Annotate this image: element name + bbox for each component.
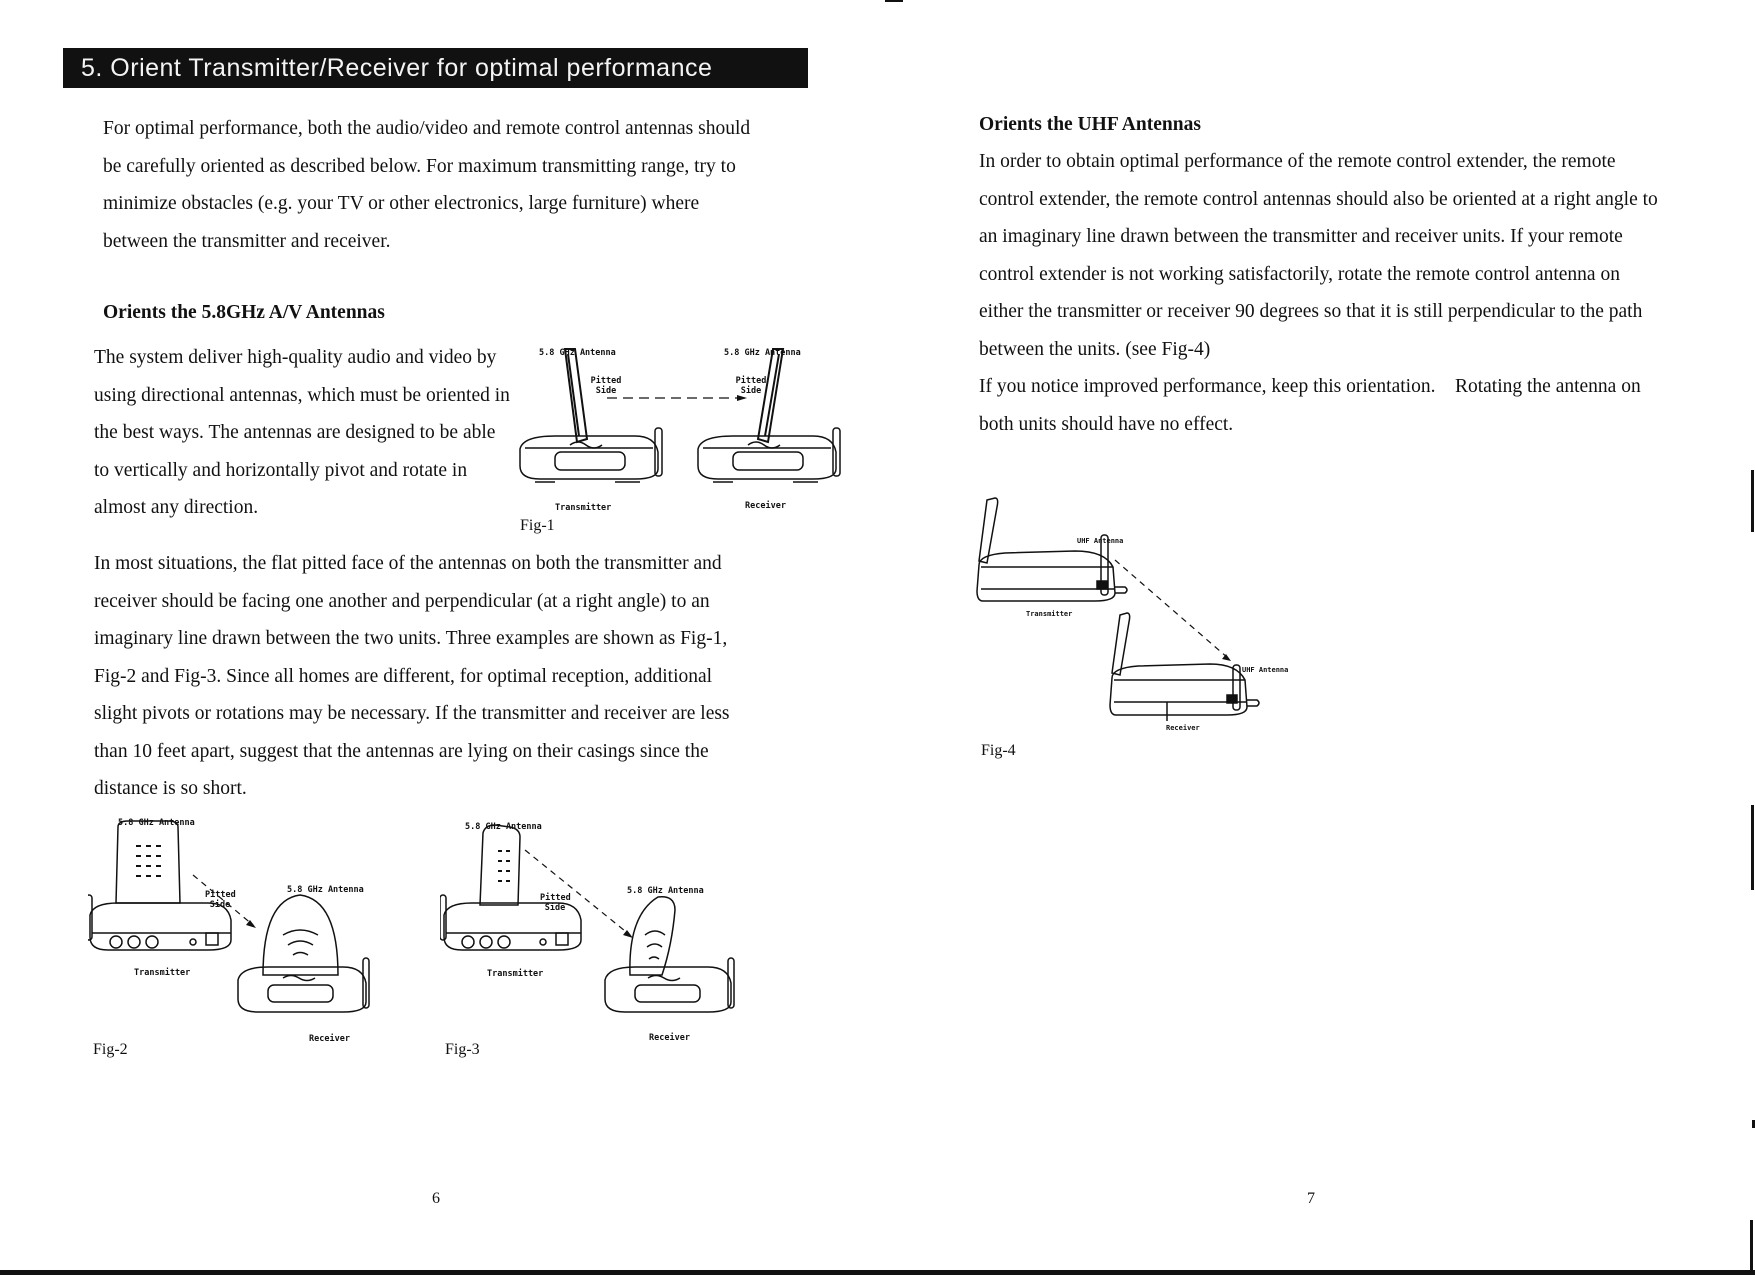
right-edge-mark-1 <box>1751 470 1754 532</box>
fig4-receiver-label: Receiver <box>1166 724 1200 732</box>
fig2-receiver-unit <box>238 895 369 1012</box>
fig2-antenna-label-left: 5.8 GHz Antenna <box>118 818 195 828</box>
fig3-transmitter-unit <box>440 825 581 950</box>
fig2-caption: Fig-2 <box>93 1041 128 1058</box>
fig2-drawing <box>88 815 418 1045</box>
intro-paragraph: For optimal performance, both the audio/video and remote control antennas should be carefully oriented as described below. For maximum transmitting range, try to minimize obstacles (e.g. your TV or other electronics, large furniture) where between the transmitter and receiver. <box>103 118 751 252</box>
fig1-drawing <box>515 344 845 514</box>
fig3-receiver-unit <box>605 897 734 1012</box>
fig4-arrowhead <box>1222 654 1231 661</box>
av-paragraph-1: The system deliver high-quality audio and video by using directional antennas, which must be oriented in the best ways. The antennas are designed to be able to vertically and horizontally pivot and rotate in almost any direction. <box>94 347 510 518</box>
fig2-transmitter-label: Transmitter <box>134 968 191 978</box>
fig2-transmitter-unit <box>88 821 231 950</box>
fig1-antenna-label-right: 5.8 GHz Antenna <box>724 348 801 358</box>
fig4-receiver-unit <box>1110 613 1259 721</box>
fig3-transmitter-label: Transmitter <box>487 969 544 979</box>
uhf-paragraph-2: If you notice improved performance, keep this orientation. Rotating the antenna on both units should have no effect. <box>979 376 1646 435</box>
figure-3 <box>440 815 770 1045</box>
fig1-antenna-label-left: 5.8 GHz Antenna <box>539 348 616 358</box>
fig4-path-line <box>1115 560 1228 658</box>
fig1-receiver-label: Receiver <box>745 501 786 511</box>
av-antenna-heading: Orients the 5.8GHz A/V Antennas <box>103 302 385 323</box>
right-edge-mark-2 <box>1751 805 1754 890</box>
bottom-scan-rule <box>0 1270 1755 1275</box>
right-edge-mark-4 <box>1750 1220 1753 1270</box>
fig1-pitted-right: Pitted Side <box>735 376 767 396</box>
fig3-arrowhead <box>623 930 633 938</box>
fig4-caption: Fig-4 <box>981 742 1016 759</box>
fig3-caption: Fig-3 <box>445 1041 480 1058</box>
fig1-transmitter-antenna <box>565 349 587 442</box>
page-number-right: 7 <box>1307 1190 1315 1207</box>
fig4-drawing <box>975 495 1305 735</box>
fig2-pitted-label: Pitted Side <box>205 890 236 910</box>
fig2-receiver-label: Receiver <box>309 1034 350 1044</box>
top-scan-mark <box>885 0 903 2</box>
fig4-transmitter-label: Transmitter <box>1026 610 1073 618</box>
page-number-left: 6 <box>432 1190 440 1207</box>
fig1-transmitter-label: Transmitter <box>555 503 612 513</box>
fig3-antenna-label-right: 5.8 GHz Antenna <box>627 886 704 896</box>
fig3-drawing <box>440 815 770 1045</box>
fig4-uhf-label-top: UHF Antenna <box>1077 537 1124 545</box>
fig3-pitted-label: Pitted Side <box>540 893 571 913</box>
av-paragraph-2: In most situations, the flat pitted face of the antennas on both the transmitter and receiver should be facing one another and perpendicular (at a right angle) to an imaginary line drawn between the two units. Three examples are shown as Fig-1, Fig-2 and Fig-3. Since all homes are different, for optimal reception, additional slight pivots or rotations may be necessary. If the transmitter and receiver are less than 10 feet apart, suggest that the antennas are lying on their casings since the distance is so short. <box>94 553 730 799</box>
uhf-antenna-heading: Orients the UHF Antennas <box>979 114 1201 135</box>
uhf-paragraph-1: In order to obtain optimal performance of the remote control extender, the remote control extender, the remote control antennas should also be oriented at a right angle to an imaginary line drawn between the transmitter and receiver units. If your remote control extender is not working satisfactorily, rotate the remote control antenna on either the transmitter or receiver 90 degrees so that it is still perpendicular to the path between the units. (see Fig-4) <box>979 151 1658 360</box>
figure-1 <box>515 344 845 514</box>
fig2-arrowhead <box>246 920 256 928</box>
figure-4 <box>975 495 1305 735</box>
fig1-pitted-left: Pitted Side <box>590 376 622 396</box>
fig4-uhf-label-bottom: UHF Antenna <box>1242 666 1289 674</box>
fig3-receiver-label: Receiver <box>649 1033 690 1043</box>
fig3-antenna-label-left: 5.8 GHz Antenna <box>465 822 542 832</box>
fig4-transmitter-unit <box>977 498 1127 601</box>
fig2-antenna-label-right: 5.8 GHz Antenna <box>287 885 364 895</box>
fig1-transmitter-unit <box>520 428 662 482</box>
figure-2 <box>88 815 418 1045</box>
section-title: 5. Orient Transmitter/Receiver for optimal performance <box>63 48 808 88</box>
fig1-caption: Fig-1 <box>520 517 555 534</box>
